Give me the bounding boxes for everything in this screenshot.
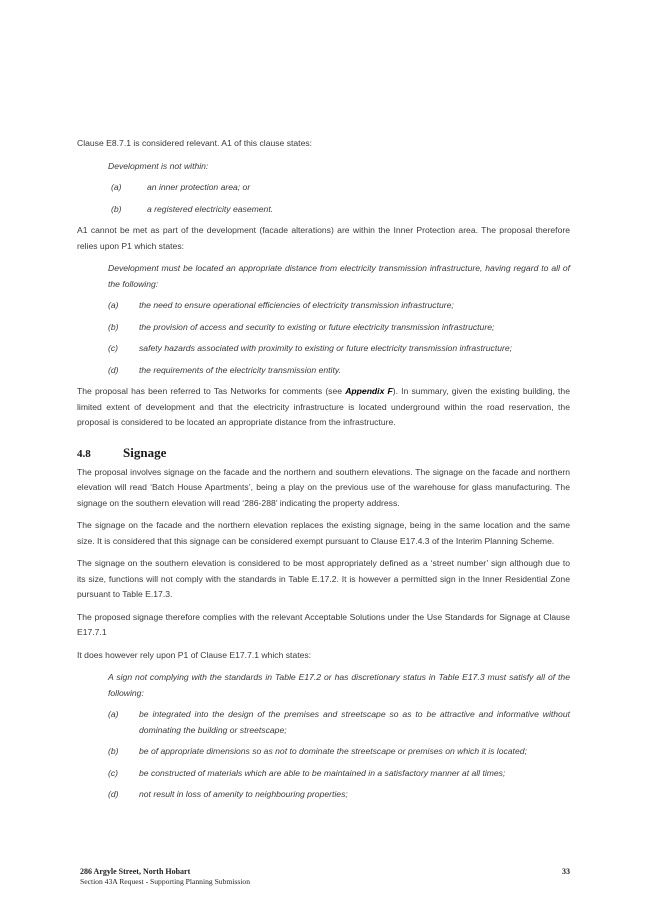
list-item-label: (b) (108, 321, 119, 332)
section-number: 4.8 (77, 447, 91, 460)
list-item (111, 202, 570, 218)
appendix-f-reference: Appendix F (345, 386, 393, 396)
list-item-text: an inner protection area; or (147, 182, 251, 192)
list-item (108, 298, 570, 314)
list-item-text: the provision of access and security to existing or future electricity transmission infrastructure; (139, 321, 495, 332)
quote-3-list (77, 707, 570, 803)
page-content (77, 136, 570, 809)
list-item-label: (d) (108, 789, 119, 799)
footer-subtitle: Section 43A Request - Supporting Planning Submission (80, 877, 251, 886)
paragraph-text-end: ). In summary, given the existing building, the limited extent of development and that the electricity infrastructure is located underground within the road reservation, the proposal is considered to be located an appropriate distance from the infrastructure. (77, 386, 570, 427)
list-item-label: (a) (108, 709, 119, 719)
list-item-label: (c) (108, 343, 119, 353)
list-item (108, 320, 570, 336)
list-item-text: the need to ensure operational efficiencies of electricity transmission infrastructure; (139, 300, 454, 310)
list-item (108, 363, 570, 379)
page-footer (80, 867, 570, 887)
paragraph-signage-overview: The proposal involves signage on the facade and the northern and southern elevations. The signage on the facade and northern elevation will read ‘Batch House Apartments’, being a play on the previous use of the warehouse for glass manufacturing. The signage on the southern elevation will read ‘286-288’ indicating the property address. (77, 466, 570, 508)
list-item-label: (a) (111, 182, 122, 192)
list-item-text: safety hazards associated with proximity to existing or future electricity transmission infrastructure; (139, 343, 513, 353)
list-item-label: (c) (108, 767, 119, 778)
paragraph-signage-p1: It does however rely upon P1 of Clause E17.7.1 which states: (77, 649, 312, 660)
paragraph-signage-complies: The proposed signage therefore complies with the relevant Acceptable Solutions under the Use Standards for Signage at Clause E17.7.1 (77, 611, 570, 637)
quote-2-intro: Development must be located an appropriate distance from electricity transmission infrastructure, having regard to all of the following: (108, 263, 570, 289)
list-item-label: (b) (108, 746, 119, 756)
list-item-label: (a) (108, 300, 119, 310)
paragraph-tas-networks (77, 384, 570, 431)
paragraph-signage-southern: The signage on the southern elevation is considered to be most appropriately defined as a ‘street number’ sign although due to its size, functions will not comply with the standards in Table E.17.2. It is however a permitted sign in the Inner Residential Zone pursuant to Table E.17.3. (77, 558, 570, 599)
list-item (108, 766, 570, 782)
list-item-text: the requirements of the electricity transmission entity. (139, 364, 341, 375)
list-item-text: be of appropriate dimensions so as not to dominate the streetscape or premises on which it is located; (139, 746, 527, 756)
list-item-text: not result in loss of amenity to neighbouring properties; (139, 789, 348, 799)
list-item-label: (d) (108, 364, 119, 375)
list-item (111, 180, 570, 196)
footer-address: 286 Argyle Street, North Hobart (80, 867, 191, 876)
section-title: Signage (123, 444, 167, 460)
list-item (108, 787, 570, 803)
paragraph-a1-not-met: A1 cannot be met as part of the development (facade alterations) are within the Inner Protection area. The proposal therefore relies upon P1 which states: (77, 225, 570, 251)
quote-1-list (77, 180, 570, 217)
list-item-text: be constructed of materials which are able to be maintained in a satisfactory manner at all times; (139, 767, 506, 778)
paragraph-clause-e871: Clause E8.7.1 is considered relevant. A1 of this clause states: (77, 138, 313, 148)
list-item (108, 744, 570, 760)
quote-2-list (77, 298, 570, 378)
quote-1-intro: Development is not within: (108, 160, 209, 171)
list-item-label: (b) (111, 203, 122, 214)
list-item-text: be integrated into the design of the premises and streetscape so as to be attractive and informative without dominating the building or streetscape; (139, 709, 570, 735)
paragraph-text-start: The proposal has been referred to Tas Networks for comments (see (77, 386, 346, 396)
quote-3-intro: A sign not complying with the standards in Table E17.2 or has discretionary status in Table E17.3 must satisfy all of the following: (108, 672, 570, 698)
list-item (108, 707, 570, 738)
paragraph-signage-exempt: The signage on the facade and the northern elevation replaces the existing signage, being in the same location and the same size. It is considered that this signage can be considered exempt pursuant to Clause E17.4.3 of the Interim Planning Scheme. (77, 520, 570, 546)
section-heading (77, 445, 570, 461)
page-number: 33 (562, 867, 570, 876)
list-item-text: a registered electricity easement. (147, 203, 274, 214)
list-item (108, 341, 570, 357)
